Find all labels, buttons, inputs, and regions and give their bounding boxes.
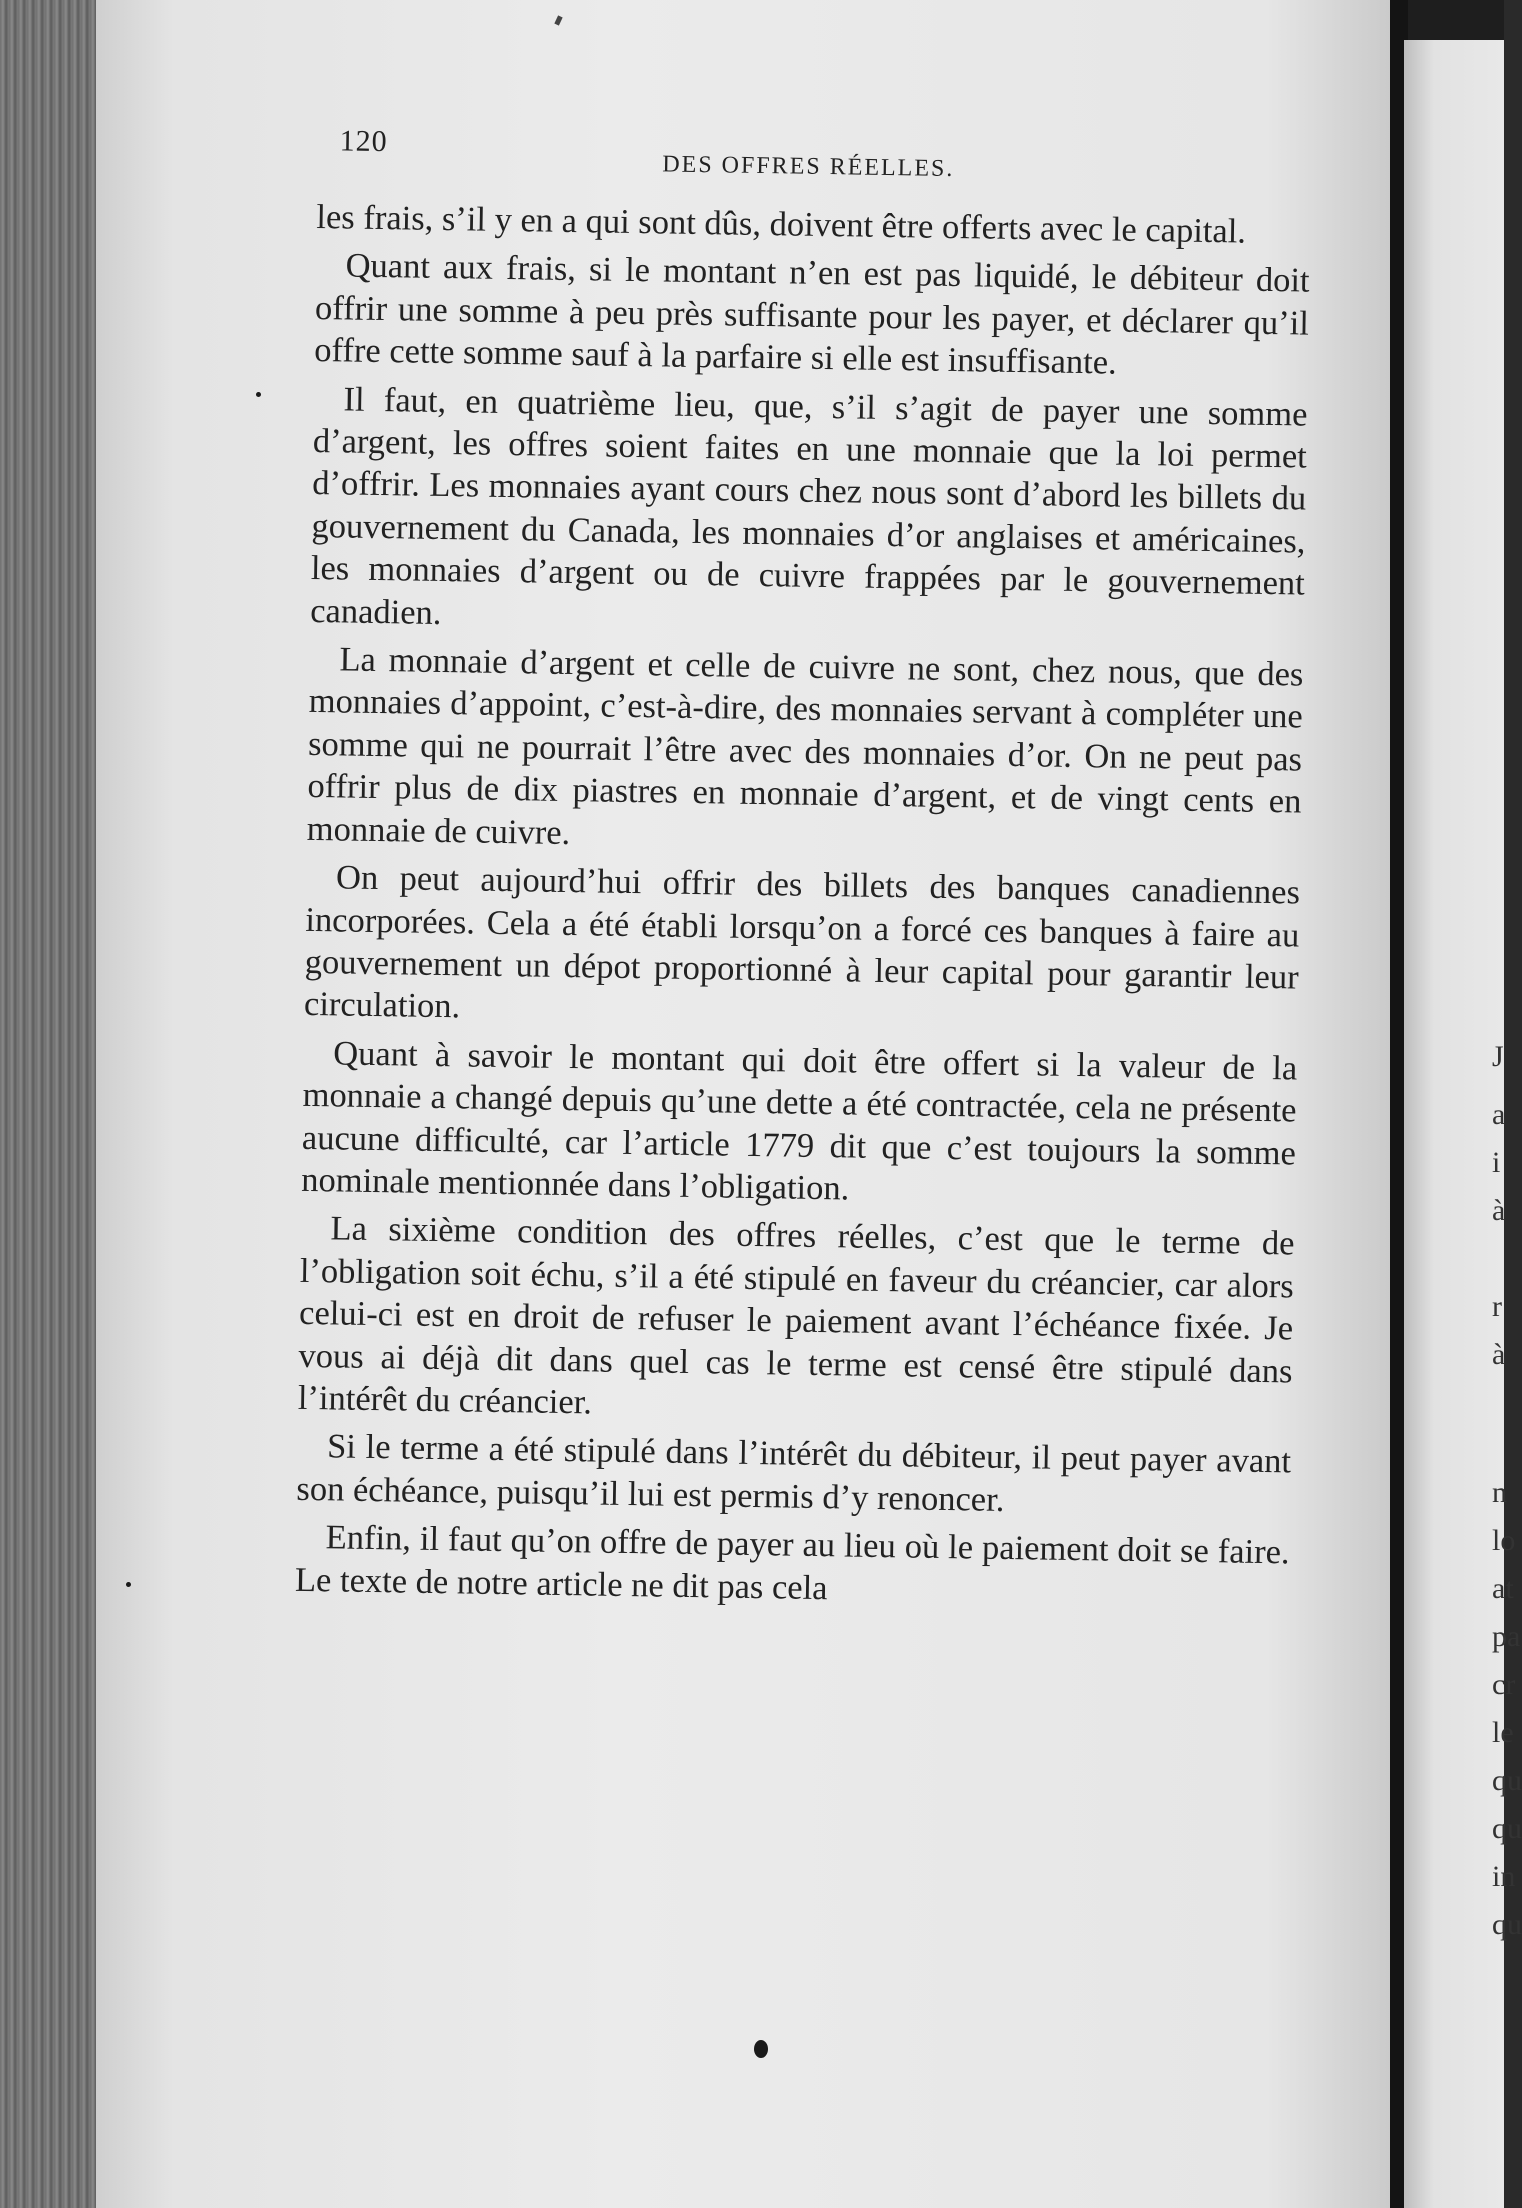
- facing-page-text-fragments: [1492, 0, 1522, 2208]
- paper-speck: [256, 392, 261, 397]
- facing-page-fragment: a: [1492, 1098, 1506, 1131]
- facing-page-fragment: cr: [1492, 1668, 1516, 1701]
- facing-page-fragment: qu: [1492, 1764, 1522, 1797]
- facing-page-fragment: le: [1492, 1716, 1514, 1749]
- facing-page-fragment: n: [1492, 1476, 1507, 1509]
- facing-page-fragment: in: [1492, 1860, 1516, 1893]
- facing-page-fragment: r: [1492, 1290, 1502, 1323]
- paragraph: les frais, s’il y en a qui sont dûs, doivent être offerts avec le capital.: [316, 197, 1247, 251]
- paragraph: On peut aujourd’hui offrir des billets des banques canadiennes incorporées. Cela a été établi lorsqu’on a forcé ces banques à faire au gouvernement un dépot proportionné à leur capital pour garantir leur circulation.: [303, 858, 1301, 1026]
- facing-page-fragment: qu: [1492, 1908, 1522, 1941]
- running-title: DES OFFRES RÉELLES.: [662, 151, 955, 182]
- paper-speck: [126, 1582, 131, 1587]
- page-text-block: [295, 118, 1312, 1622]
- facing-page-fragment: pa: [1492, 1620, 1521, 1653]
- facing-page-fragment: i: [1492, 1146, 1501, 1179]
- facing-page-fragment: J: [1492, 1040, 1504, 1073]
- paragraph: La monnaie d’argent et celle de cuivre ne sont, chez nous, que des monnaies d’appoint, c’est-à-dire, des monnaies servant à compléter une somme qui ne pourrait l’être avec des monnaies d’or. On ne peut pas offrir plus de dix piastres en monnaie d’argent, et de vingt cents en monnaie de cuivre.: [306, 640, 1304, 852]
- paragraph: La sixième condition des offres réelles, c’est que le terme de l’obligation soit échu, s’il a été stipulé en faveur du créancier, car alors celui-ci est en droit de refuser le paiement avant l’échéance fixée. Je vous ai déjà dit dans quel cas le terme est censé être stipulé dans l’intérêt du créancier.: [297, 1209, 1295, 1422]
- running-head: [317, 118, 1312, 204]
- paragraph: Quant à savoir le montant qui doit être offert si la valeur de la monnaie a changé depuis qu’une dette a été contractée, cela ne présente aucune difficulté, car l’article 1779 dit que c’est toujours la somme nominale mentionnée dans l’obligation.: [301, 1034, 1298, 1208]
- facing-page-fragment: à: [1492, 1194, 1506, 1227]
- body-text: [295, 196, 1311, 1616]
- paragraph: Quant aux frais, si le montant n’en est pas liquidé, le débiteur doit offrir une somme à peu près suffisante pour les payer, et déclarer qu’il offre cette somme sauf à la parfaire si elle est insuffisante.: [314, 246, 1310, 382]
- facing-page-fragment: à: [1492, 1338, 1506, 1371]
- facing-page-fragment: lo: [1492, 1524, 1516, 1557]
- paragraph: Il faut, en quatrième lieu, que, s’il s’agit de payer une somme d’argent, les offres soient faites en une monnaie que la loi permet d’offrir. Les monnaies ayant cours chez nous sont d’abord les billets du gouvernement du Canada, les monnaies d’or anglaises et américaines, les monnaies d’argent ou de cuivre frappées par le gouvernement canadien.: [309, 380, 1308, 632]
- facing-page: [1404, 40, 1504, 2208]
- facing-page-fragment: at: [1492, 1572, 1514, 1605]
- paragraph: Si le terme a été stipulé dans l’intérêt du débiteur, il peut payer avant son échéance, puisqu’il lui est permis d’y renoncer.: [296, 1427, 1292, 1519]
- page-number: 120: [339, 124, 388, 159]
- ink-blot: [754, 2040, 768, 2058]
- paragraph: Enfin, il faut qu’on offre de payer au lieu où le paiement doit se faire. Le texte de notre article ne dit pas cela: [294, 1518, 1290, 1607]
- facing-page-fragment: qu: [1492, 1812, 1522, 1845]
